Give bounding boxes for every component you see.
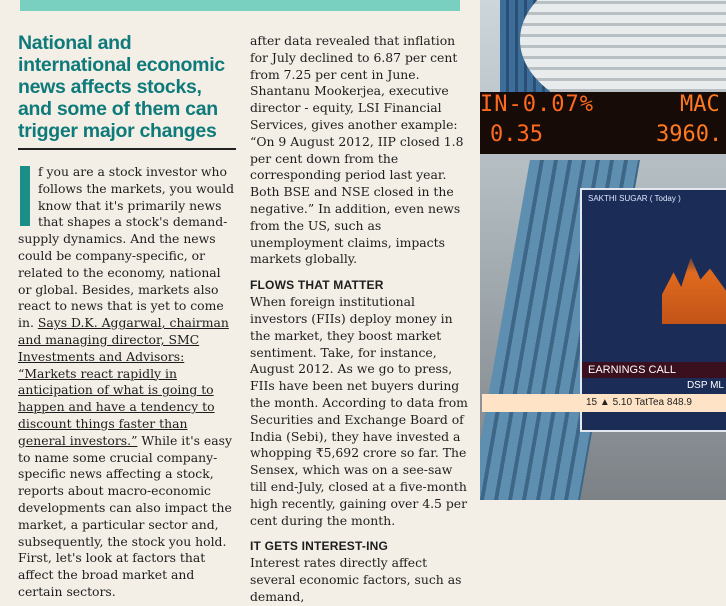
stock-exchange-photo <box>480 0 726 500</box>
screen-graph <box>662 250 726 324</box>
screen-label: SAKTHI SUGAR ( Today ) <box>588 194 681 203</box>
pull-quote: Says D.K. Aggarwal, chairman and managing director, SMC Investments and Advisors: “Markets react rapidly in anticipation of what is going to happen and have a tendency to discount things faster than general investors.” <box>18 315 229 448</box>
intro-rest: While it's easy to name some crucial company-specific news affecting a stock, reports about macro-economic developments can also impact the market, a particular sector and, subsequently, the stock you hold. First, let's look at factors that affect the broad market and certain sectors. <box>18 432 233 599</box>
mid-paragraph-3: Interest rates directly affect several economic factors, such as demand, <box>250 555 462 604</box>
mid-paragraph-1: after data revealed that inflation for July declined to 6.87 per cent from 7.25 per cent in June. Shantanu Mookerjea, executive director - equity, LSI Financial Services, gives another example: “On 9 August 2012, IIP closed 1.8 per cent down from the corresponding period last year. Both BSE and NSE closed in the negative.” In addition, even news from the US, such as unemployment claims, impacts markets globally. <box>250 33 464 267</box>
article-intro <box>18 164 236 601</box>
ticker-text-1: IN-0.07% <box>480 92 594 117</box>
intro-text: f you are a stock investor who follows the markets, you would know that it's primarily news that shapes a stock's demand-supply dynamics. And the news could be company-specific, or related to the economy, national or global. Besides, markets also react to news that is yet to come in. <box>18 164 234 331</box>
ticker-text-2: MAC <box>680 92 720 117</box>
ticker-strip: 15 ▲ 5.10 TatTea 848.9 <box>482 394 726 412</box>
left-column <box>18 32 236 601</box>
earnings-banner: EARNINGS CALL <box>582 362 726 378</box>
display-screen <box>580 188 726 432</box>
headline-rule <box>18 148 236 150</box>
ticker-board <box>480 92 726 154</box>
top-accent-bar <box>20 0 460 11</box>
dsp-label: DSP ML <box>686 380 724 391</box>
subhead-interest: IT GETS INTEREST-ING <box>250 539 389 554</box>
dropcap-bar <box>20 166 30 226</box>
headline: National and international economic news affects stocks, and some of them can trigger major changes <box>18 32 225 142</box>
ticker-text-4: 3960. <box>656 122 723 147</box>
subhead-flows: FLOWS THAT MATTER <box>250 278 384 293</box>
mid-paragraph-2: When foreign institutional investors (FIIs) deploy money in the market, they boost market sentiment. Take, for instance, August 2012. As we go to press, FIIs have been net buyers during the month. According to data from Securities and Exchange Board of India (Sebi), they have invested a whopping ₹5,692 crore so far. The Sensex, which was on a see-saw till end-July, closed at a five-month high recently, gaining over 4.5 per cent during the month. <box>250 294 468 528</box>
ticker-text-3: 0.35 <box>490 122 543 147</box>
middle-column <box>250 33 472 606</box>
